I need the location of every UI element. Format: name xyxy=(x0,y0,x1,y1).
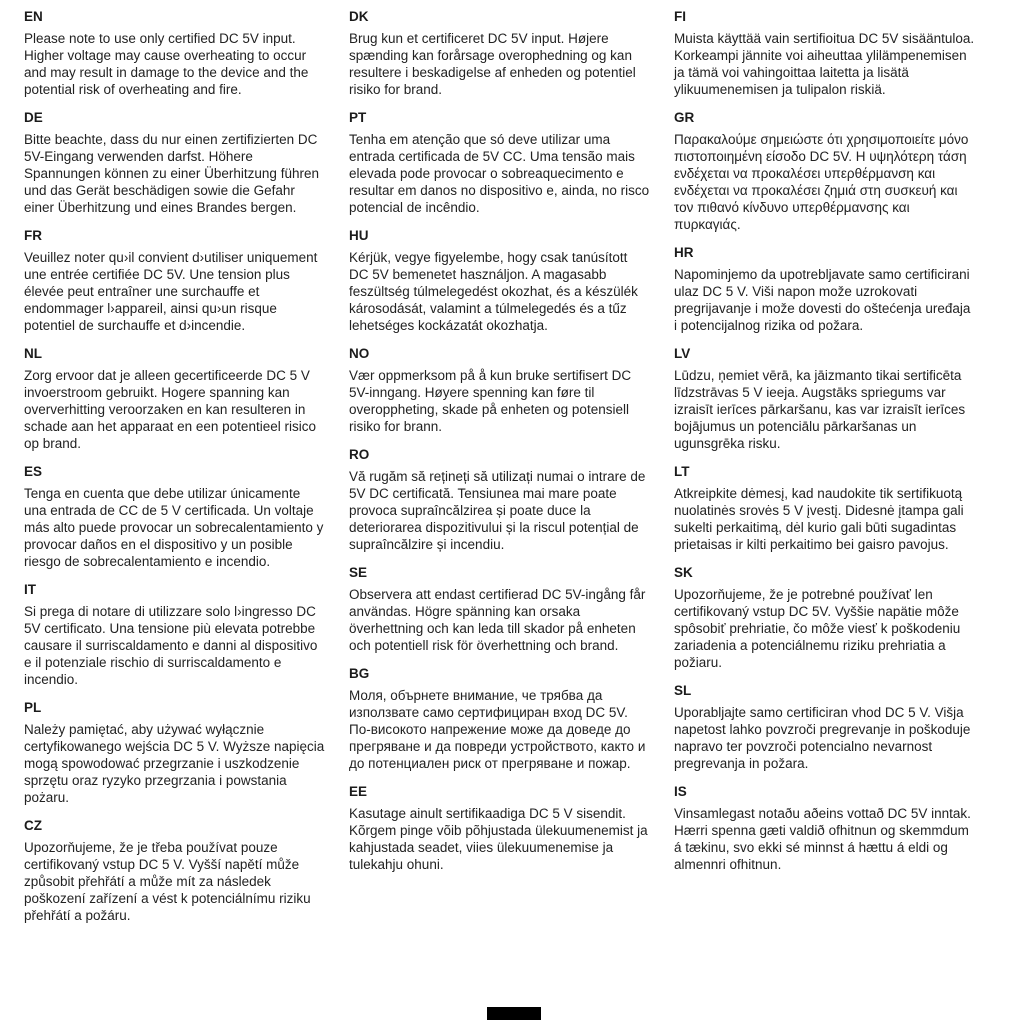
notice-text: Tenha em atenção que só deve utilizar uma entrada certificada de 5V CC. Uma tensão mais elevada pode provocar o sobreaquecimento e resultar em danos no dispositivo e, ainda, no risco potencial de incêndio. xyxy=(349,132,650,215)
language-section-dk xyxy=(349,8,650,98)
language-code: EN xyxy=(24,9,43,24)
notice-text: Please note to use only certified DC 5V input. Higher voltage may cause overheating to occur and may result in damage to the device and the potential risk of overheating and fire. xyxy=(24,31,309,97)
language-code: DK xyxy=(349,9,369,24)
language-section-se xyxy=(349,564,650,654)
language-section-bg xyxy=(349,665,650,772)
language-code: PL xyxy=(24,700,42,715)
notice-text: Brug kun et certificeret DC 5V input. Højere spænding kan forårsage overophedning og kan resultere i beskadigelse af enheden og potentiel risiko for brand. xyxy=(349,31,636,97)
language-section-sl xyxy=(674,682,975,772)
notice-text: Należy pamiętać, aby używać wyłącznie certyfikowanego wejścia DC 5 V. Wyższe napięcia mogą spowodować przegrzanie i uszkodzenie sprzętu oraz ryzyko przegrzania i powstania pożaru. xyxy=(24,722,325,805)
notice-text: Upozorňujeme, že je třeba používat pouze certifikovaný vstup DC 5 V. Vyšší napětí může způsobit přehřátí a může mít za následek poškození zařízení a vést k potenciálnímu riziku přehřátí a požáru. xyxy=(24,840,311,923)
language-section-lv xyxy=(674,345,975,452)
language-code: HU xyxy=(349,228,369,243)
language-code: DE xyxy=(24,110,43,125)
language-code: FI xyxy=(674,9,686,24)
notice-text: Zorg ervoor dat je alleen gecertificeerde DC 5 V invoerstroom gebruikt. Hogere spanning kan oververhitting veroorzaken en kan resulteren in schade aan het apparaat en een potentieel risico op brand. xyxy=(24,368,316,451)
language-code: GR xyxy=(674,110,695,125)
language-section-hr xyxy=(674,244,975,334)
language-code: HR xyxy=(674,245,694,260)
notice-text: Vă rugăm să rețineți să utilizați numai o intrare de 5V DC certificată. Tensiunea mai mare poate provoca supraîncălzirea și poate duce la deteriorarea dispozitivului și la riscul potențial de supraîncălzire și incendiu. xyxy=(349,469,646,552)
bottom-bar xyxy=(487,1007,541,1020)
language-section-fr xyxy=(24,227,325,334)
notice-text: Veuillez noter qu›il convient d›utiliser uniquement une entrée certifiée DC 5V. Une tension plus élevée peut entraîner une surchauffe et endommager l›appareil, ainsi qu›un risque potentiel de surchauffe et d›incendie. xyxy=(24,250,318,333)
language-section-ro xyxy=(349,446,650,553)
language-section-de xyxy=(24,109,325,216)
notice-text: Kérjük, vegye figyelembe, hogy csak tanúsított DC 5V bemenetet használjon. A magasabb feszültség túlmelegedést okozhat, és a készülék károsodását, valamint a túlmelegedés és a tűz lehetséges kockázatát okozhatja. xyxy=(349,250,638,333)
language-section-is xyxy=(674,783,975,873)
language-section-es xyxy=(24,463,325,570)
language-section-lt xyxy=(674,463,975,553)
notice-text: Lūdzu, ņemiet vērā, ka jāizmanto tikai sertificēta līdzstrāvas 5 V ieeja. Augstāks spriegums var izraisīt ierīces pārkaršanu, kas var izraisīt ierīces bojājumus un potenciālu pārkaršanas un ugunsgrēka risku. xyxy=(674,368,966,451)
language-code: BG xyxy=(349,666,370,681)
columns xyxy=(24,8,1024,935)
language-code: ES xyxy=(24,464,43,479)
language-section-no xyxy=(349,345,650,435)
language-section-pt xyxy=(349,109,650,216)
language-code: NL xyxy=(24,346,42,361)
language-code: NO xyxy=(349,346,370,361)
text-column-2 xyxy=(349,8,650,884)
text-column-3 xyxy=(674,8,975,884)
language-code: EE xyxy=(349,784,368,799)
notice-text: Tenga en cuenta que debe utilizar únicamente una entrada de CC de 5 V certificada. Un voltaje más alto puede provocar un sobrecalentamiento y provocar daños en el dispositivo y un posible riesgo de sobrecalentamiento e incendio. xyxy=(24,486,324,569)
language-code: LT xyxy=(674,464,690,479)
language-code: LV xyxy=(674,346,691,361)
language-section-fi xyxy=(674,8,975,98)
language-section-it xyxy=(24,581,325,688)
language-code: RO xyxy=(349,447,370,462)
language-code: SE xyxy=(349,565,368,580)
notice-text: Bitte beachte, dass du nur einen zertifizierten DC 5V-Eingang verwenden darfst. Höhere Spannungen können zu einer Überhitzung führen und das Gerät beschädigen sowie die Gefahr einer Überhitzung und eines Brandes bergen. xyxy=(24,132,319,215)
notice-text: Upozorňujeme, že je potrebné používať len certifikovaný vstup DC 5V. Vyššie napätie môže spôsobiť prehriatie, čo môže viesť k poškodeniu zariadenia a potenciálnemu riziku prehriatia a požiaru. xyxy=(674,587,961,670)
language-code: SL xyxy=(674,683,692,698)
language-code: PT xyxy=(349,110,367,125)
text-column-1 xyxy=(24,8,325,935)
notice-text: Si prega di notare di utilizzare solo l›ingresso DC 5V certificato. Una tensione più elevata potrebbe causare il surriscaldamento e danni al dispositivo e il potenziale rischio di surriscaldamento e incendio. xyxy=(24,604,318,687)
language-section-gr xyxy=(674,109,975,233)
language-code: IS xyxy=(674,784,687,799)
language-section-cz xyxy=(24,817,325,924)
notice-text: Observera att endast certifierad DC 5V-ingång får användas. Högre spänning kan orsaka överhettning och kan leda till skador på enheten och potentiell risk för överhettning och brand. xyxy=(349,587,646,653)
language-section-sk xyxy=(674,564,975,671)
language-section-pl xyxy=(24,699,325,806)
notice-text: Muista käyttää vain sertifioitua DC 5V sisääntuloa. Korkeampi jännite voi aiheuttaa ylilämpenemisen ja tämä voi vahingoittaa laitetta ja lisätä ylikuumenemisen ja tulipalon riskiä. xyxy=(674,31,975,97)
notice-text: Napominjemo da upotrebljavate samo certificirani ulaz DC 5 V. Viši napon može uzrokovati pregrijavanje i može dovesti do oštećenja uređaja i potencijalnog rizika od požara. xyxy=(674,267,971,333)
language-code: FR xyxy=(24,228,42,243)
notice-text: Atkreipkite dėmesį, kad naudokite tik sertifikuotą nuolatinės srovės 5 V įvestį. Didesnė įtampa gali sukelti perkaitimą, dėl kurio gali būti sugadintas prietaisas ir kilti perkaitimo bei gaisro pavojus. xyxy=(674,486,964,552)
notice-text: Vær oppmerksom på å kun bruke sertifisert DC 5V-inngang. Høyere spenning kan føre til overoppheting, skade på enheten og potensiell risiko for brann. xyxy=(349,368,632,434)
language-code: SK xyxy=(674,565,693,580)
language-code: CZ xyxy=(24,818,42,833)
notice-text: Παρακαλούμε σημειώστε ότι χρησιμοποιείτε μόνο πιστοποιημένη είσοδο DC 5V. Η υψηλότερη τάση ενδέχεται να προκαλέσει υπερθέρμανση και ενδέχεται να προκαλέσει ζημιά στη συσκευή και τον πιθανό κίνδυνο υπερθέρμανσης και πυρκαγιάς. xyxy=(674,132,969,232)
language-section-en xyxy=(24,8,325,98)
language-code: IT xyxy=(24,582,36,597)
language-section-nl xyxy=(24,345,325,452)
notice-text: Vinsamlegast notaðu aðeins vottað DC 5V inntak. Hærri spenna gæti valdið ofhitnun og skemmdum á tækinu, svo ekki sé minnst á hættu á eldi og almennri ofhitnun. xyxy=(674,806,971,872)
notice-text: Uporabljajte samo certificiran vhod DC 5 V. Višja napetost lahko povzroči pregrevanje in poškoduje napravo ter povzroči potencialno nevarnost pregrevanja in požara. xyxy=(674,705,971,771)
notice-text: Моля, обърнете внимание, че трябва да използвате само сертифициран вход DC 5V. По-високото напрежение може да доведе до прегряване и да повреди устройството, както и до потенциален риск от прегряване и пожар. xyxy=(349,688,646,771)
notice-text: Kasutage ainult sertifikaadiga DC 5 V sisendit. Kõrgem pinge võib põhjustada ülekuumenemist ja kahjustada seadet, viies ülekuumenemise ja tulekahju ohuni. xyxy=(349,806,648,872)
language-section-hu xyxy=(349,227,650,334)
language-section-ee xyxy=(349,783,650,873)
